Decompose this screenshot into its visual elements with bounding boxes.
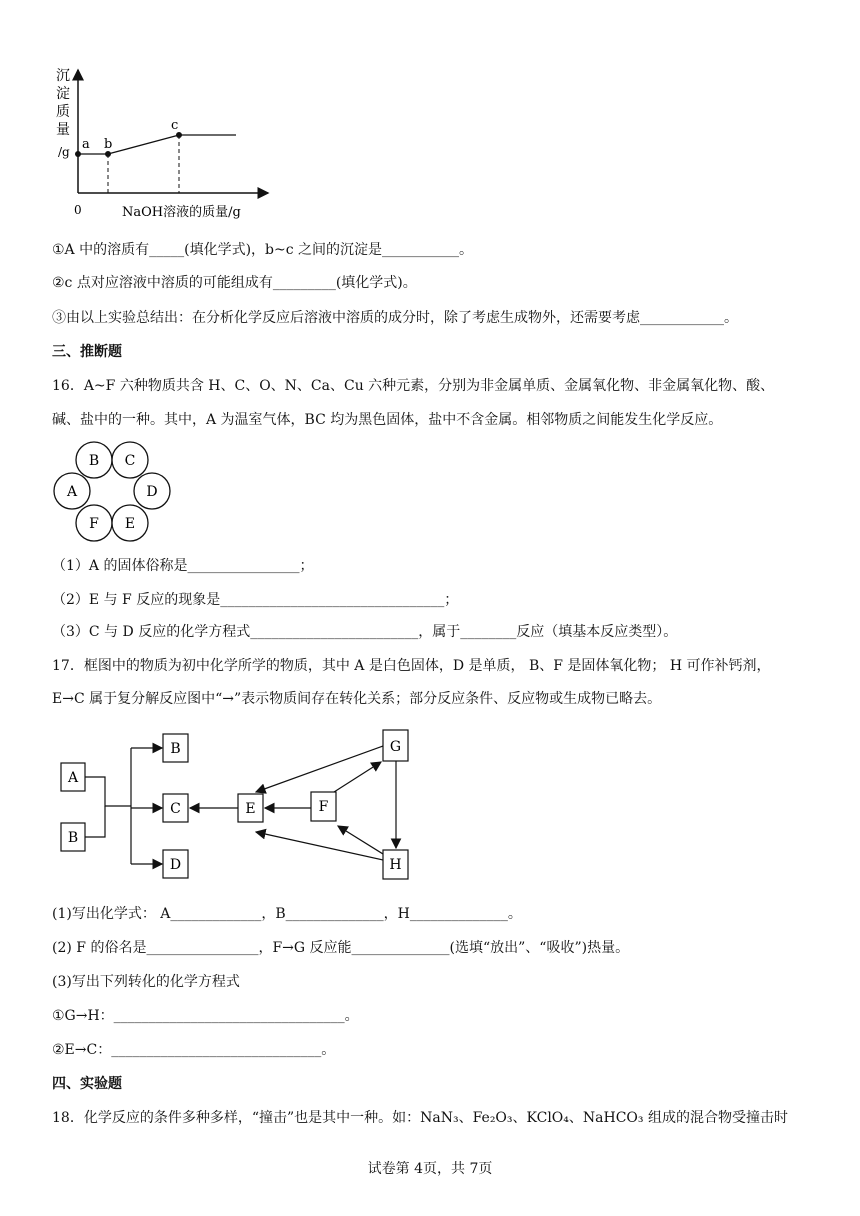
- section-heading-experiment: 四、实验题: [52, 1076, 122, 1092]
- origin-label: 0: [74, 203, 82, 217]
- arrow-G-to-E: [256, 746, 383, 792]
- x-axis-label: NaOH溶液的质量/g: [122, 205, 241, 220]
- circle-label-D: D: [146, 484, 158, 500]
- q17-stem-line1: 17．框图中的物质为初中化学所学的物质，其中 A 是白色固体，D 是单质， B、F 是固体氧化物； H 可作补钙剂，: [52, 658, 771, 674]
- arrow-F-to-G: [334, 762, 381, 792]
- label-a: a: [82, 137, 90, 152]
- y-axis-label-5: /g: [58, 145, 70, 159]
- q17-sub3a: ①G→H：_________________________________。: [52, 1008, 359, 1024]
- q16-stem-line2: 碱、盐中的一种。其中，A 为温室气体，BC 均为黑色固体，盐中不含金属。相邻物质之间能发生化学反应。: [52, 412, 723, 428]
- page-footer: 试卷第 4页，共 7页: [367, 1161, 493, 1177]
- q15-sub2: ②c 点对应溶液中溶质的可能组成有_________(填化学式)。: [52, 275, 417, 291]
- box-label-F: F: [318, 799, 329, 815]
- y-axis-label-2: 淀: [56, 86, 70, 102]
- q16-sub1: （1）A 的固体俗称是________________；: [52, 558, 314, 574]
- arrow-H-to-F: [338, 826, 383, 854]
- section-heading-inference: 三、推断题: [52, 344, 122, 360]
- data-line: [78, 135, 236, 154]
- circle-label-F: F: [89, 516, 99, 532]
- q17-sub3b: ②E→C：______________________________。: [52, 1042, 336, 1058]
- connector-A: [85, 777, 131, 806]
- label-b: b: [104, 137, 113, 152]
- box-label-B-left: B: [67, 830, 79, 846]
- box-label-A: A: [67, 770, 79, 786]
- label-c: c: [171, 118, 179, 133]
- q17-sub3: (3)写出下列转化的化学方程式: [52, 974, 240, 990]
- arrow-H-to-E: [256, 832, 383, 860]
- q15-sub1: ①A 中的溶质有_____(填化学式)，b~c 之间的沉淀是___________。: [52, 242, 474, 258]
- y-axis-label-4: 量: [56, 122, 70, 138]
- connector-B: [85, 806, 105, 837]
- box-label-E: E: [245, 801, 256, 817]
- q17-sub2: (2) F 的俗名是________________，F→G 反应能______________(选填“放出”、“吸收”)热量。: [52, 940, 630, 956]
- box-label-H: H: [389, 857, 402, 873]
- box-flow-diagram: [50, 722, 430, 888]
- q15-sub3: ③由以上实验总结出：在分析化学反应后溶液中溶质的成分时，除了考虑生成物外，还需要考虑____________。: [52, 310, 738, 326]
- box-label-C: C: [170, 801, 181, 817]
- precipitate-graph: [50, 62, 280, 222]
- circle-label-A: A: [66, 484, 78, 500]
- y-axis-label-1: 沉: [56, 68, 70, 84]
- q18-stem-line1: 18．化学反应的条件多种多样，“撞击”也是其中一种。如：NaN₃、Fe₂O₃、KClO₄、NaHCO₃ 组成的混合物受撞击时: [52, 1110, 788, 1126]
- y-axis-label-3: 质: [56, 104, 70, 120]
- box-label-D: D: [169, 857, 182, 873]
- q16-sub2: （2）E 与 F 反应的现象是________________________________；: [52, 592, 459, 608]
- point-a: [75, 151, 81, 157]
- box-label-G: G: [389, 739, 402, 755]
- circle-label-E: E: [124, 516, 136, 532]
- circle-ring-diagram: [50, 440, 180, 550]
- circle-label-B: B: [88, 453, 100, 469]
- box-label-B: B: [170, 741, 181, 757]
- q17-stem-line2: E→C 属于复分解反应图中“→”表示物质间存在转化关系；部分反应条件、反应物或生成物已略去。: [52, 691, 662, 707]
- circle-label-C: C: [124, 453, 136, 469]
- q16-stem-line1: 16．A~F 六种物质共含 H、C、O、N、Ca、Cu 六种元素，分别为非金属单质、金属氧化物、非金属氧化物、酸、: [52, 378, 775, 394]
- q17-sub1: (1)写出化学式： A_____________，B______________，H______________。: [52, 906, 522, 922]
- q16-sub3: （3）C 与 D 反应的化学方程式________________________，属于________反应（填基本反应类型）。: [52, 624, 678, 640]
